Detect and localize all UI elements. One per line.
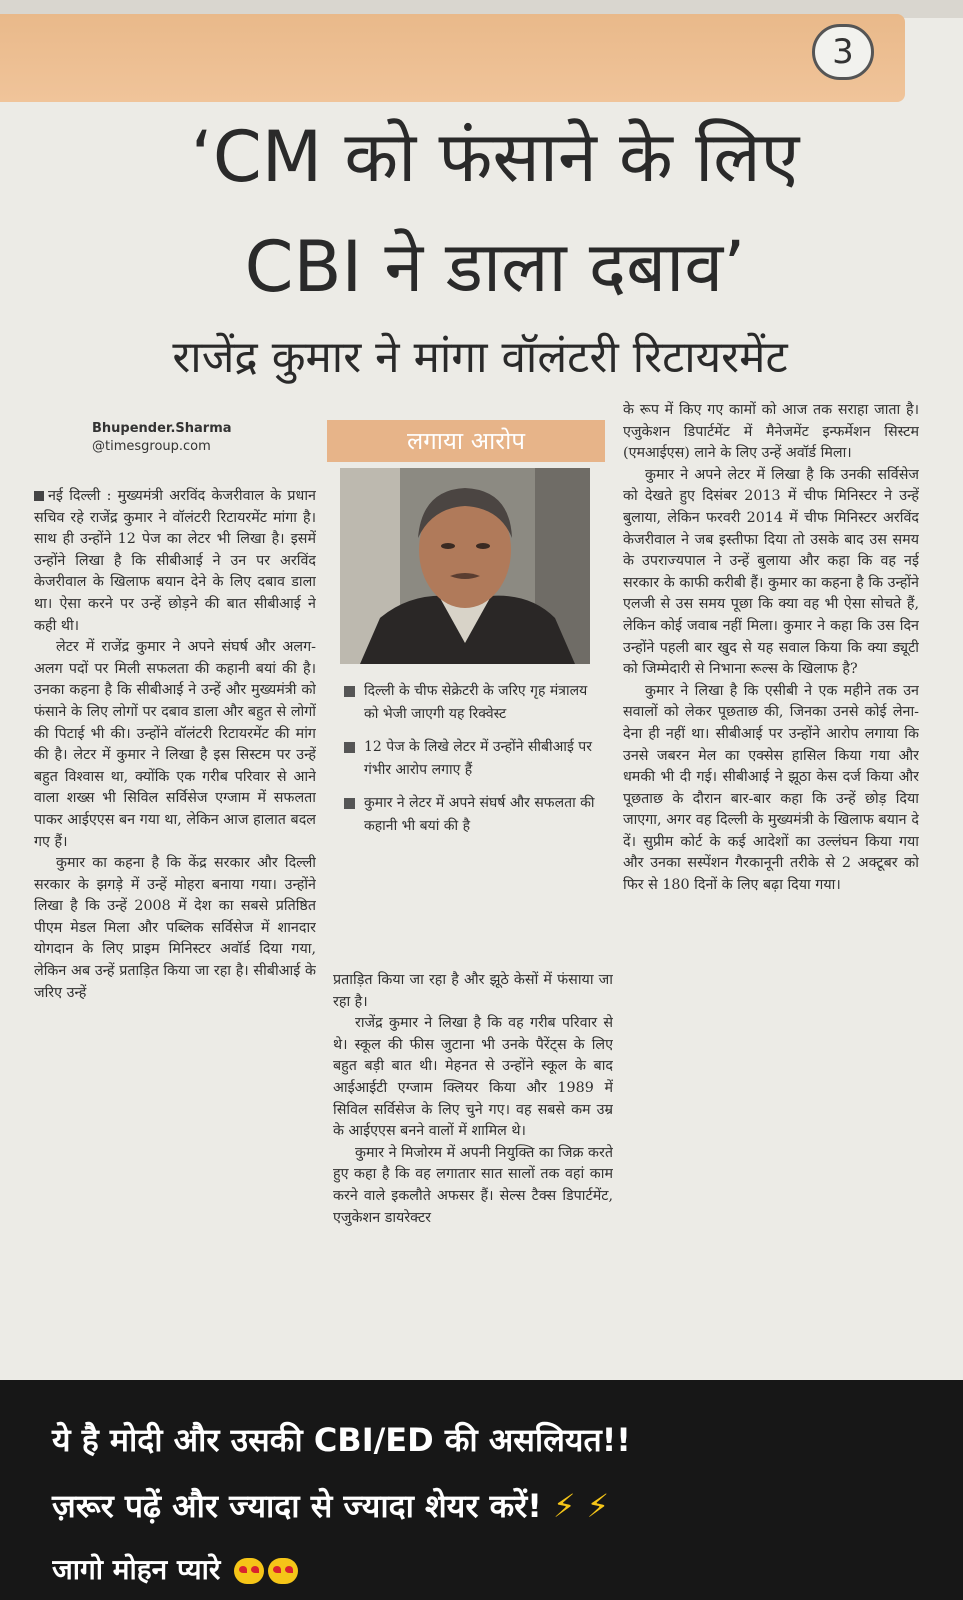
column2-paragraph-1: प्रताड़ित किया जा रहा है और झूठे केसों में फंसाया जा रहा है। <box>333 972 613 1010</box>
byline <box>92 420 262 456</box>
column3-paragraph-2: कुमार ने अपने लेटर में लिखा है कि उनकी सर्विसेज को देखते हुए दिसंबर 2013 में चीफ मिनिस्टर ने उन्हें बुलाया, लेकिन फरवरी 2014 में चीफ मिनिस्टर अरविंद केजरीवाल ने जब इस्तीफा दिया तो उसके बाद उस समय के उपराज्यपाल ने उन्हें बुलाया और कहा कि वह नई सरकार के काफी करीबी हैं। कुमार का कहना है कि उन्होंने एलजी से उस समय पूछा कि क्या वह भी ऐसा सोचते हैं, लेकिन कोई जवाब नहीं मिला। कुमार ने कहा कि उस दिन उन्होंने पहली बार खुद से यह सवाल किया कि क्या ड्यूटी को जिम्मेदारी से निभाना रूल्स के खिलाफ है? <box>623 466 919 678</box>
article-column-1 <box>34 486 316 1379</box>
subheadline: राजेंद्र कुमार ने मांगा वॉलंटरी रिटायरमेंट <box>172 332 788 383</box>
page-number-badge: 3 <box>812 24 874 80</box>
column1-paragraph-2: लेटर में राजेंद्र कुमार ने अपने संघर्ष और अलग-अलग पदों पर मिली सफलता की कहानी बयां की है। उनका कहना है कि सीबीआई ने उन्हें और मुख्यमंत्री को फंसाने के लिए लोगों पर दबाव डाला और बहुत से लोगों की पिटाई भी की। उन्होंने वॉलंटरी रिटायरमेंट की मांग की है। लेटर में कुमार ने लिखा है इस सिस्टम पर उन्हें बहुत विश्वास था, क्योंकि एक गरीब परिवार से आने वाला शख्स भी सिविल सर्विसेज एग्जाम में सफलता पाकर आईएएस बन गया था, लेकिन आज हालात बदल गए हैं। <box>34 639 316 850</box>
rajendra-kumar-photo <box>340 468 590 664</box>
column2-paragraph-2: राजेंद्र कुमार ने लिखा है कि वह गरीब परिवार से थे। स्कूल की फीस जुटाना भी उनके पैरेंट्स के लिए बहुत बड़ी बात थी। मेहनत से उन्होंने स्कूल के बाद आईआईटी एग्जाम क्लियर किया और 1989 में सिविल सर्विसेज के लिए चुने गए। वह सबसे कम उम्र के आईएएस बनने वालों में शामिल थे। <box>333 1015 613 1140</box>
overlay-caption-line-2: ज़रूर पढ़ें और ज्यादा से ज्यादा शेयर करें! ⚡ ⚡ <box>52 1487 610 1525</box>
byline-email: @timesgroup.com <box>92 439 211 454</box>
column3-paragraph-1: के रूप में किए गए कामों को आज तक सराहा जाता है। एजुकेशन डिपार्टमेंट में मैनेजमेंट इन्फर्मेशन सिस्टम (एमआईएस) लाने के लिए उन्हें अवॉर्ड मिला। <box>623 402 919 462</box>
bullet-square-icon <box>344 686 355 697</box>
header-bar <box>0 14 905 102</box>
byline-name: Bhupender.Sharma <box>92 421 232 436</box>
headline-line-2: CBI ने डाला दबाव’ <box>244 226 746 308</box>
sidebar-bullet: 12 पेज के लिखे लेटर में उन्होंने सीबीआई पर गंभीर आरोप लगाए हैं <box>342 736 602 782</box>
overlay-caption-line-3: जागो मोहन प्यारे <box>52 1550 298 1590</box>
paragraph-marker-icon <box>34 491 44 501</box>
sidebar-bullets <box>342 680 602 848</box>
sidebar-bullet: दिल्ली के चीफ सेक्रेटरी के जरिए गृह मंत्रालय को भेजी जाएगी यह रिक्वेस्ट <box>342 680 602 726</box>
sidebar-bullet: कुमार ने लेटर में अपने संघर्ष और सफलता की कहानी भी बयां की है <box>342 792 602 838</box>
article-column-2 <box>333 970 613 1379</box>
heart-eyes-emoji-icon <box>234 1558 264 1584</box>
bullet-square-icon <box>344 798 355 809</box>
article-column-3 <box>623 400 919 1379</box>
bullet-square-icon <box>344 742 355 753</box>
column3-paragraph-3: कुमार ने लिखा है कि एसीबी ने एक महीने तक उन सवालों को लेकर पूछताछ की, जिनका उनसे कोई लेना-देना ही नहीं था। सीबीआई पर उन्होंने आरोप लगाया कि उनसे जबरन मेल का एक्सेस हासिल किया गया और धमकी भी दी गई। सीबीआई ने झूठा केस दर्ज किया और पूछताछ के दौरान बार-बार कहा कि उन्हें छोड़ दिया जाएगा, अगर वह दिल्ली के मुख्यमंत्री के खिलाफ बयान दे दें। सुप्रीम कोर्ट के कई आदेशों का उल्लंघन किया गया और उनका सस्पेंशन गैरकानूनी तरीके से 2 अक्टूबर को फिर से 180 दिनों के लिए बढ़ा दिया गया। <box>623 682 919 894</box>
headline-line-1: ‘CM को फंसाने के लिए <box>190 116 800 198</box>
column1-paragraph-1: नई दिल्ली : मुख्यमंत्री अरविंद केजरीवाल के प्रधान सचिव रहे राजेंद्र कुमार ने वॉलंटरी रिटायरमेंट मांगा है। साथ ही उन्होंने 12 पेज का लेटर भी लिखा है। इसमें उन्होंने लिखा है कि सीबीआई ने उन पर अरविंद केजरीवाल के खिलाफ बयान देने के लिए दबाव डाला था। ऐसा करने पर उन्हें छोड़ने की बात सीबीआई ने कही थी। <box>34 488 316 634</box>
sidebar-label: लगाया आरोप <box>327 420 605 462</box>
lightning-icon: ⚡ ⚡ <box>553 1487 610 1525</box>
column2-paragraph-3: कुमार ने मिजोरम में अपनी नियुक्ति का जिक्र करते हुए कहा है कि वह लगातार सात सालों तक वहां काम करने वाले इकलौते अफसर हैं। सेल्स टैक्स डिपार्टमेंट, एजुकेशन डायरेक्टर <box>333 1144 613 1226</box>
column1-paragraph-3: कुमार का कहना है कि केंद्र सरकार और दिल्ली सरकार के झगड़े में उन्हें मोहरा बनाया गया। उन्होंने लिखा है कि उन्हें 2008 में देश का सबसे प्रतिष्ठित पीएम मेडल मिला और पब्लिक सर्विसेज में शानदार योगदान के लिए प्राइम मिनिस्टर अवॉर्ड दिया गया, लेकिन अब उन्हें प्रताड़ित किया जा रहा है। सीबीआई के जरिए उन्हें <box>34 855 316 1001</box>
overlay-caption-line-1: ये है मोदी और उसकी CBI/ED की असलियत!! <box>52 1421 631 1459</box>
heart-eyes-emoji-icon <box>268 1558 298 1584</box>
